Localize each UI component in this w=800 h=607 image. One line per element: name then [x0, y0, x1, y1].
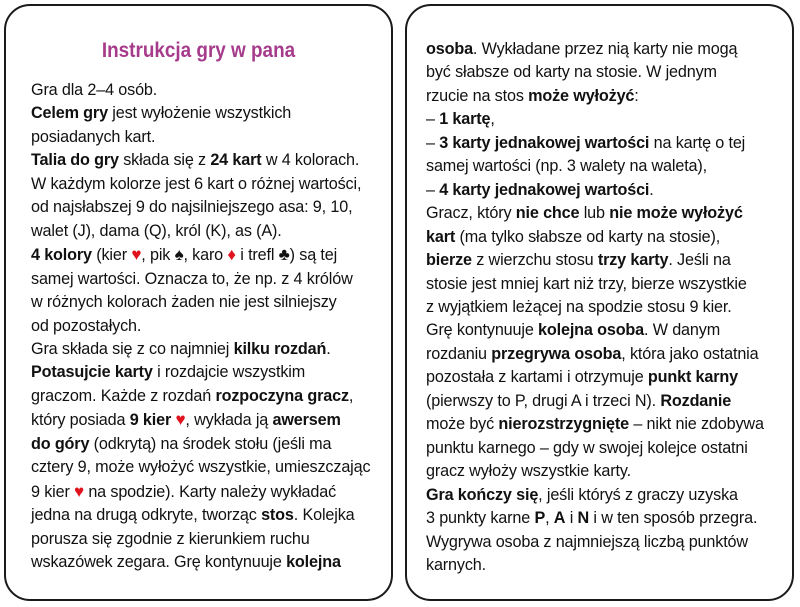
text-line [31, 196, 385, 219]
text-line [426, 484, 786, 507]
text-segment: karnych. [426, 555, 486, 574]
text-line [31, 504, 385, 527]
text-segment: cztery 9, może wyłożyć wszystkie, umieszczając [31, 458, 371, 477]
text-line [31, 149, 385, 172]
text-segment: , jeśli któryś z graczy uzyska [538, 485, 738, 504]
text-segment: 3 punkty karne [426, 509, 535, 528]
heart-suit-icon: ♥ [175, 410, 186, 430]
bold-term: osoba [426, 40, 473, 58]
text-line [426, 179, 786, 202]
bold-term: A [553, 509, 566, 528]
text-line [426, 85, 786, 108]
text-segment: na spodzie). Karty należy wykładać [83, 482, 337, 501]
heart-suit-icon: ♥ [74, 481, 84, 501]
text-line [31, 102, 385, 125]
text-segment: jedna na drugą odkryte, tworząc [31, 506, 262, 525]
text-line [31, 268, 385, 291]
bold-term: awersem [272, 411, 341, 430]
heart-suit-icon: ♥ [131, 245, 142, 265]
text-line [31, 220, 385, 243]
text-line [426, 460, 786, 483]
instruction-card-right [405, 4, 794, 601]
bold-term: Gra kończy się [426, 485, 539, 504]
text-line [31, 551, 385, 574]
text-line [426, 61, 786, 84]
text-segment: i rozdajcie wszystkim [152, 363, 306, 382]
text-segment: samej wartości (np. 3 walety na waleta), [426, 157, 707, 176]
text-segment: rozdaniu [426, 344, 492, 363]
text-segment: , [545, 509, 554, 528]
bold-term: nierozstrzygnięte [498, 415, 629, 434]
bold-term: 9 kier [129, 411, 176, 430]
text-segment: jest wyłożenie wszystkich [107, 104, 292, 123]
text-segment: wskazówek zegara. Grę kontynuuje [31, 553, 287, 572]
text-segment: , pik [141, 246, 175, 265]
text-line [426, 413, 786, 436]
text-segment: . Wykładane przez nią karty nie mogą [472, 40, 738, 58]
text-segment: graczom. Każde z rozdań [31, 386, 216, 405]
text-line [31, 361, 385, 384]
bold-term: 1 kartę [439, 110, 491, 129]
bold-term: rozpoczyna gracz [215, 386, 349, 405]
text-line [426, 437, 786, 460]
text-segment: gracz wyłoży wszystkie karty. [426, 462, 631, 481]
text-segment: . [326, 339, 331, 358]
bold-term: Talia do gry [31, 151, 119, 170]
text-segment: ) są tej [289, 246, 338, 265]
club-suit-icon: ♣ [278, 245, 290, 265]
text-segment: lub [579, 204, 610, 223]
diamond-suit-icon: ♦ [227, 245, 236, 265]
text-segment: w 4 kolorach. [261, 151, 360, 170]
text-segment: . W danym [644, 321, 721, 340]
text-segment: – [426, 180, 440, 199]
text-segment: z wyjątkiem leżącej na spodzie stosu 9 kier. [426, 297, 732, 316]
text-segment: (ma tylko słabsze od karty na stosie), [455, 227, 721, 246]
text-line [31, 243, 385, 267]
text-segment: . [649, 180, 654, 199]
text-segment: , [490, 110, 495, 129]
bold-term: 4 karty jednakowej wartości [439, 180, 650, 199]
bold-term: 24 kart [210, 151, 262, 170]
text-line [31, 338, 385, 361]
text-segment: walet (J), dama (Q), król (K), as (A). [31, 221, 282, 240]
text-line [31, 408, 385, 432]
text-segment: samej wartości. Oznacza to, że np. z 4 królów [31, 269, 353, 288]
bold-term: może wyłożyć [528, 86, 635, 105]
text-line [426, 507, 786, 530]
text-line [31, 79, 385, 102]
text-line [426, 296, 786, 319]
text-segment: – [426, 133, 440, 152]
text-segment: porusza się zgodnie z kierunkiem ruchu [31, 529, 310, 548]
text-segment: z wierzchu stosu [471, 251, 598, 270]
text-segment: , [348, 386, 354, 405]
bold-term: P [534, 509, 546, 528]
text-line [426, 273, 786, 296]
text-segment: może być [426, 415, 499, 434]
bold-term: do góry [31, 434, 90, 453]
text-line [426, 531, 786, 554]
text-line [426, 343, 786, 366]
bold-term: 4 kolory [31, 246, 92, 265]
instruction-card-left [4, 4, 393, 601]
card-body-text [426, 38, 786, 577]
bold-term: kart [426, 227, 456, 246]
card-title: Instrukcja gry w pana [101, 39, 296, 62]
text-segment: : [634, 86, 639, 105]
text-line [31, 528, 385, 551]
text-segment: i [565, 509, 578, 528]
text-line [426, 554, 786, 577]
text-line [31, 173, 385, 196]
text-segment: . Jeśli na [668, 251, 731, 270]
bold-term: punkt karny [647, 368, 739, 387]
spade-suit-icon: ♠ [174, 245, 184, 265]
text-line [31, 433, 385, 456]
text-segment: składa się z [118, 151, 211, 170]
text-segment: Wygrywa osoba z najmniejszą liczbą punktów [426, 532, 748, 551]
text-segment: Gracz, który [426, 204, 516, 223]
text-segment: pozostała z kartami i otrzymuje [426, 368, 648, 387]
bold-term: Rozdanie [660, 391, 732, 410]
text-line [31, 126, 385, 149]
text-segment: – [426, 110, 440, 129]
text-segment: Gra składa się z co najmniej [31, 339, 234, 358]
text-line [426, 155, 786, 178]
bold-term: 3 karty jednakowej wartości [439, 133, 650, 152]
text-line [426, 132, 786, 155]
card-body-text [31, 79, 385, 575]
text-segment: . Kolejka [293, 506, 355, 525]
text-segment: , która jako ostatnia [621, 344, 759, 363]
text-line [426, 38, 786, 61]
text-segment: od pozostałych. [31, 316, 142, 335]
text-line [426, 319, 786, 342]
text-segment: rzucie na stos [426, 86, 529, 105]
text-segment: , wykłada ją [185, 411, 273, 430]
text-line [31, 480, 385, 504]
text-line [31, 385, 385, 408]
bold-term: bierze [426, 251, 472, 270]
text-segment: 9 kier [31, 482, 75, 501]
bold-term: kilku rozdań [233, 339, 327, 358]
bold-term: kolejna osoba [538, 321, 645, 340]
text-segment: (odkrytą) na środek stołu (jeśli ma [89, 434, 332, 453]
text-segment: Grę kontynuuje [426, 321, 539, 340]
text-line [426, 108, 786, 131]
text-segment: i w ten sposób przegra. [589, 509, 758, 528]
text-segment: Gra dla 2–4 osób. [31, 81, 158, 99]
bold-term: Potasujcie karty [31, 363, 153, 382]
text-segment: od najsłabszej 9 do najsilniejszego asa: 9, 10, [31, 198, 353, 217]
text-segment: (pierwszy to P, drugi A i trzeci N). [426, 391, 661, 410]
text-segment: W każdym kolorze jest 6 kart o różnej wartości, [31, 174, 362, 193]
bold-term: nie chce [515, 204, 580, 223]
text-segment: który posiada [31, 411, 130, 430]
text-line [31, 456, 385, 479]
text-segment: (kier [91, 246, 132, 265]
text-segment: i trefl [235, 246, 279, 265]
text-segment: stosie jest mniej kart niż trzy, bierze wszystkie [426, 274, 747, 293]
text-line [426, 366, 786, 389]
text-line [426, 249, 786, 272]
bold-term: kolejna [286, 553, 341, 572]
bold-term: nie może wyłożyć [609, 204, 743, 223]
text-line [426, 390, 786, 413]
text-segment: w różnych kolorach żaden nie jest silniejszy [31, 293, 337, 312]
text-segment: na kartę o tej [649, 133, 746, 152]
text-segment: – nikt nie zdobywa [629, 415, 764, 434]
bold-term: stos [261, 506, 294, 525]
bold-term: Celem gry [31, 104, 108, 123]
text-line [31, 291, 385, 314]
text-line [426, 202, 786, 225]
text-line [426, 226, 786, 249]
text-line [31, 315, 385, 338]
text-segment: , karo [183, 246, 228, 265]
bold-term: przegrywa osoba [491, 344, 622, 363]
text-segment: punktu karnego – gdy w swojej kolejce ostatni [426, 438, 748, 457]
bold-term: N [577, 509, 590, 528]
text-segment: posiadanych kart. [31, 127, 156, 146]
text-segment: być słabsze od karty na stosie. W jednym [426, 63, 717, 82]
bold-term: trzy karty [597, 251, 669, 270]
